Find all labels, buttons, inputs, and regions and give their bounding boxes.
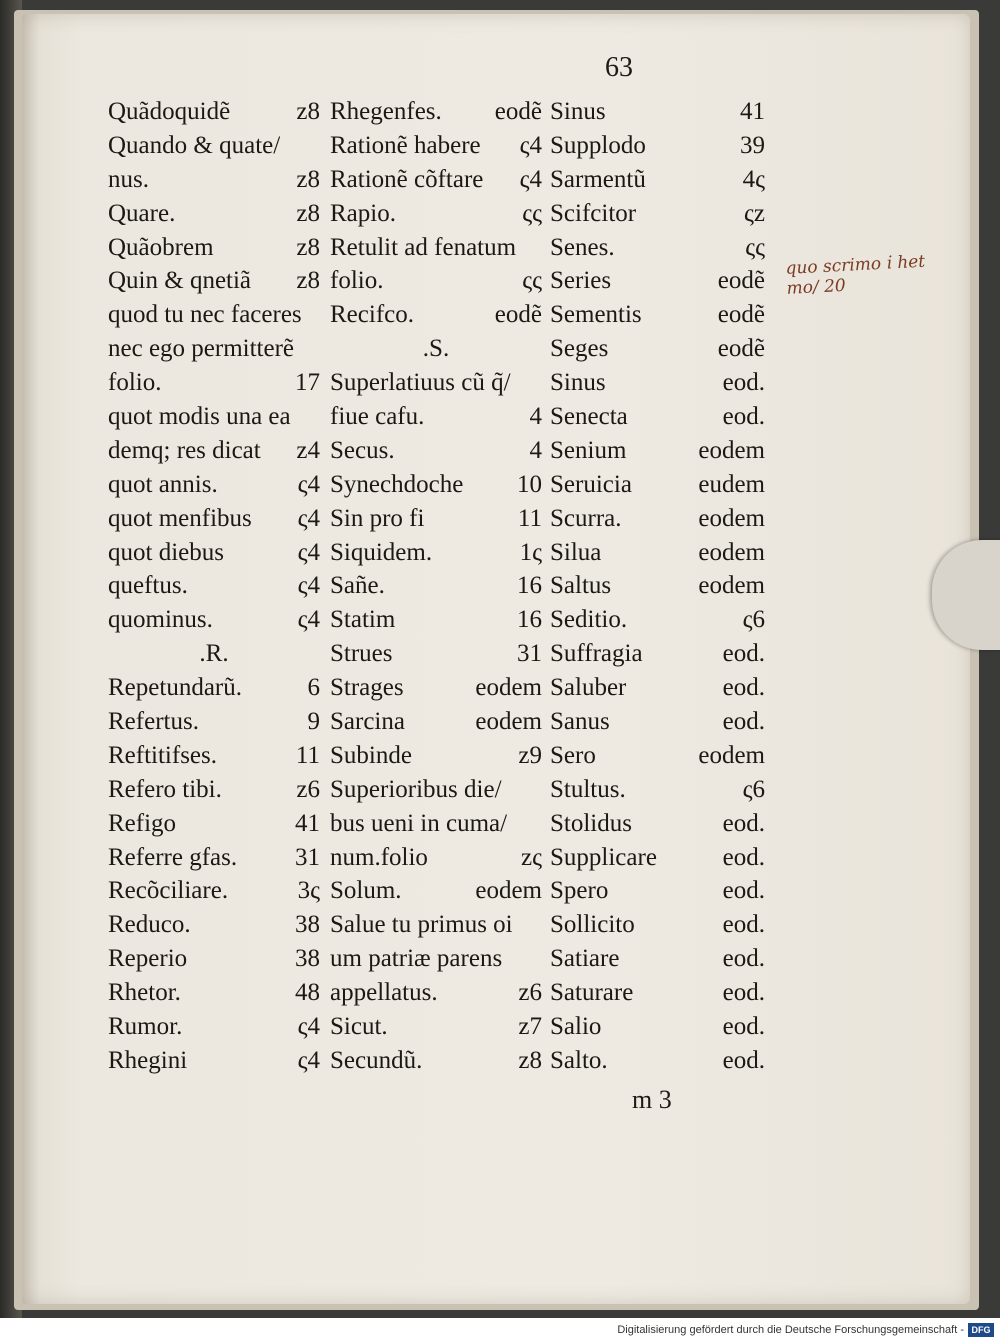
index-term: Supplodo — [550, 131, 646, 159]
index-folio-ref: ς6 — [742, 606, 765, 634]
index-folio-ref: eodem — [475, 708, 542, 736]
index-entry — [108, 335, 320, 369]
index-entry — [330, 572, 542, 606]
index-entry — [550, 98, 765, 132]
index-folio-ref: eod. — [722, 843, 765, 871]
index-entry — [550, 166, 765, 200]
index-folio-ref: 31 — [295, 843, 320, 871]
index-folio-ref: 1ς — [519, 538, 542, 566]
index-folio-ref: eod. — [722, 911, 765, 939]
index-entry — [330, 674, 542, 708]
index-term: Sicut. — [330, 1013, 388, 1041]
index-entry — [108, 640, 320, 674]
index-folio-ref: eod. — [722, 369, 765, 397]
index-term: appellatus. — [330, 979, 438, 1007]
index-entry — [108, 471, 320, 505]
index-term: Rapio. — [330, 199, 396, 227]
index-term: Solum. — [330, 877, 402, 905]
index-term: Senium — [550, 436, 627, 464]
index-folio-ref: eod. — [722, 708, 765, 736]
index-term: Rhegini — [108, 1046, 188, 1074]
index-folio-ref: ς4 — [297, 572, 320, 600]
index-term: Statim — [330, 606, 396, 634]
index-folio-ref: z6 — [518, 979, 542, 1007]
index-folio-ref: 16 — [517, 606, 542, 634]
index-folio-ref: eod. — [722, 945, 765, 973]
index-term: Saluber — [550, 674, 627, 702]
index-entry — [330, 539, 542, 573]
index-term: Suffragia — [550, 640, 643, 668]
index-entry — [330, 234, 542, 268]
index-entry — [108, 877, 320, 911]
index-folio-ref: eod. — [722, 403, 765, 431]
index-entry — [330, 810, 542, 844]
index-term: Retulit ad fenatum — [330, 233, 517, 261]
index-folio-ref: eodem — [475, 877, 542, 905]
index-entry — [550, 1047, 765, 1081]
index-entry — [550, 132, 765, 166]
index-term: Refertus. — [108, 708, 199, 736]
index-entry — [330, 301, 542, 335]
index-term: quominus. — [108, 606, 213, 634]
index-folio-ref: z8 — [296, 267, 320, 295]
index-term: Sementis — [550, 301, 642, 329]
index-column-3 — [550, 98, 765, 1081]
index-term: Refero tibi. — [108, 775, 222, 803]
index-folio-ref: 9 — [307, 708, 320, 736]
index-term: Salue tu primus oi — [330, 911, 513, 939]
index-folio-ref: eod. — [722, 640, 765, 668]
index-term: Rationẽ habere — [330, 131, 481, 159]
index-entry — [108, 945, 320, 979]
index-entry — [108, 132, 320, 166]
index-term: Secundũ. — [330, 1046, 423, 1074]
index-entry — [330, 708, 542, 742]
index-folio-ref: eod. — [722, 1013, 765, 1041]
index-entry — [330, 471, 542, 505]
index-term: quod tu nec faceres — [108, 301, 302, 329]
index-entry — [550, 810, 765, 844]
index-entry — [550, 572, 765, 606]
index-folio-ref: ςz — [744, 199, 765, 227]
index-term: quot diebus — [108, 538, 224, 566]
index-folio-ref: 38 — [295, 911, 320, 939]
index-entry — [330, 640, 542, 674]
index-entry — [550, 844, 765, 878]
index-entry — [550, 776, 765, 810]
index-entry — [108, 979, 320, 1013]
index-entry — [550, 539, 765, 573]
index-entry — [330, 776, 542, 810]
index-term: Repetundarũ. — [108, 674, 242, 702]
index-entry — [550, 945, 765, 979]
index-folio-ref: eod. — [722, 877, 765, 905]
index-term: Subinde — [330, 741, 412, 769]
index-folio-ref: eodem — [475, 674, 542, 702]
index-folio-ref: z6 — [296, 775, 320, 803]
handwritten-margin-note: quo scrimo i̇ het mo/ 20 — [785, 251, 926, 299]
index-entry — [550, 301, 765, 335]
index-term: demq; res dicat — [108, 436, 261, 464]
index-folio-ref: eod. — [722, 674, 765, 702]
index-entry — [330, 369, 542, 403]
index-folio-ref: z7 — [518, 1013, 542, 1041]
index-entry — [108, 674, 320, 708]
index-entry — [108, 505, 320, 539]
index-folio-ref: ς4 — [297, 1013, 320, 1041]
index-entry — [330, 505, 542, 539]
index-term: Secus. — [330, 436, 395, 464]
index-folio-ref: 11 — [517, 504, 542, 532]
index-entry — [108, 844, 320, 878]
index-folio-ref: 16 — [517, 572, 542, 600]
index-term: Reduco. — [108, 911, 191, 939]
index-folio-ref: ς6 — [742, 775, 765, 803]
index-folio-ref: z8 — [296, 199, 320, 227]
index-term: Recifco. — [330, 301, 414, 329]
index-entry — [330, 844, 542, 878]
index-entry — [330, 1013, 542, 1047]
index-term: Seruicia — [550, 470, 632, 498]
index-entry — [330, 742, 542, 776]
index-term: Siquidem. — [330, 538, 433, 566]
index-folio-ref: ς4 — [297, 606, 320, 634]
index-folio-ref: eodem — [698, 572, 765, 600]
index-folio-ref: 39 — [740, 131, 765, 159]
index-folio-ref: 3ς — [297, 877, 320, 905]
index-term: Rationẽ cõftare — [330, 165, 484, 193]
index-folio-ref: eod. — [722, 1046, 765, 1074]
index-term: Stolidus — [550, 809, 632, 837]
index-term: Sanus — [550, 708, 610, 736]
index-entry — [550, 708, 765, 742]
index-folio-ref: 38 — [295, 945, 320, 973]
index-term: Sero — [550, 741, 596, 769]
index-folio-ref: 4 — [529, 403, 542, 431]
index-entry — [330, 945, 542, 979]
index-folio-ref: 4ς — [742, 165, 765, 193]
index-term: Strages — [330, 674, 404, 702]
index-entry — [550, 437, 765, 471]
index-term: quot annis. — [108, 470, 218, 498]
index-term: Sarcina — [330, 708, 405, 736]
index-entry — [330, 200, 542, 234]
index-term: nus. — [108, 165, 149, 193]
index-folio-ref: z8 — [296, 98, 320, 125]
index-term: Superioribus die/ — [330, 775, 502, 803]
index-entry — [550, 606, 765, 640]
index-folio-ref: 31 — [517, 640, 542, 668]
index-term: Referre gfas. — [108, 843, 238, 871]
index-term: .S. — [422, 335, 450, 363]
index-entry — [550, 979, 765, 1013]
index-term: num.folio — [330, 843, 428, 871]
index-entry — [550, 234, 765, 268]
index-term: Refigo — [108, 809, 177, 837]
index-term: Salto. — [550, 1046, 608, 1074]
index-folio-ref: ςς — [522, 199, 542, 227]
index-folio-ref: ς4 — [297, 504, 320, 532]
index-term: fiue cafu. — [330, 403, 425, 431]
index-entry — [330, 877, 542, 911]
index-folio-ref: 48 — [295, 979, 320, 1007]
footer-credit: Digitalisierung gefördert durch die Deutsche Forschungsgemeinschaft - — [617, 1324, 964, 1336]
index-term: Recõciliare. — [108, 877, 229, 905]
index-term: Salio — [550, 1013, 602, 1041]
index-folio-ref: z8 — [518, 1046, 542, 1074]
digitization-footer — [0, 1318, 1000, 1343]
index-folio-ref: z4 — [296, 436, 320, 464]
index-term: um patriæ parens — [330, 945, 503, 973]
index-term: Superlatiuus cũ q̃/ — [330, 369, 511, 397]
index-term: Quin & qnetiã — [108, 267, 252, 295]
index-term: Sin pro fi — [330, 504, 425, 532]
dfg-logo-icon: DFG — [968, 1323, 994, 1337]
index-term: Senecta — [550, 403, 628, 431]
index-entry — [550, 911, 765, 945]
index-term: queftus. — [108, 572, 188, 600]
index-entry — [108, 539, 320, 573]
index-folio-ref: eodem — [698, 436, 765, 464]
index-entry — [330, 1047, 542, 1081]
index-folio-ref: ς4 — [297, 1046, 320, 1074]
index-entry — [108, 606, 320, 640]
index-term: nec ego permitterẽ — [108, 335, 295, 363]
index-entry — [108, 437, 320, 471]
index-folio-ref: 17 — [295, 369, 320, 397]
index-term: Satiare — [550, 945, 620, 973]
index-term: Synechdoche — [330, 470, 464, 498]
index-column-1 — [108, 98, 320, 1081]
index-folio-ref: z8 — [296, 165, 320, 193]
index-entry — [550, 267, 765, 301]
index-term: Seditio. — [550, 606, 628, 634]
index-term: Sarmentũ — [550, 165, 646, 193]
index-entry — [330, 911, 542, 945]
index-folio-ref: 10 — [517, 470, 542, 498]
index-term: Series — [550, 267, 612, 295]
index-entry — [330, 335, 542, 369]
index-folio-ref: eodem — [698, 741, 765, 769]
index-term: Stultus. — [550, 775, 626, 803]
index-term: Quãdoquidẽ — [108, 98, 231, 125]
index-term: folio. — [108, 369, 162, 397]
index-entry — [108, 810, 320, 844]
index-term: Silua — [550, 538, 602, 566]
index-term: Sinus — [550, 369, 606, 397]
index-term: Quando & quate/ — [108, 131, 281, 159]
index-entry — [550, 335, 765, 369]
index-folio-ref: z9 — [518, 741, 542, 769]
index-term: Sinus — [550, 98, 606, 125]
index-entry — [550, 1013, 765, 1047]
index-entry — [108, 911, 320, 945]
index-term: Strues — [330, 640, 393, 668]
index-folio-ref: ς4 — [519, 165, 542, 193]
index-folio-ref: eod. — [722, 979, 765, 1007]
index-entry — [330, 403, 542, 437]
index-entry — [108, 98, 320, 132]
index-folio-ref: ς4 — [297, 470, 320, 498]
index-folio-ref: eodẽ — [494, 301, 542, 329]
index-term: bus ueni in cuma/ — [330, 809, 508, 837]
index-entry — [550, 471, 765, 505]
index-term: Scurra. — [550, 504, 622, 532]
index-entry — [108, 572, 320, 606]
index-term: Spero — [550, 877, 609, 905]
index-entry — [550, 505, 765, 539]
index-term: Quare. — [108, 199, 176, 227]
index-folio-ref: eodem — [698, 538, 765, 566]
index-folio-ref: ς4 — [297, 538, 320, 566]
index-folio-ref: eodem — [698, 504, 765, 532]
index-folio-ref: ςς — [522, 267, 542, 295]
index-folio-ref: ς4 — [519, 131, 542, 159]
index-folio-ref: eudem — [698, 470, 765, 498]
index-term: Sañe. — [330, 572, 385, 600]
index-entry — [330, 979, 542, 1013]
index-folio-ref: ςς — [745, 233, 765, 261]
index-term: Supplicare — [550, 843, 657, 871]
index-entry — [550, 200, 765, 234]
index-entry — [108, 776, 320, 810]
index-folio-ref: 41 — [740, 98, 765, 125]
index-entry — [108, 301, 320, 335]
index-entry — [108, 166, 320, 200]
index-term: folio. — [330, 267, 384, 295]
index-term: Reftitifses. — [108, 741, 218, 769]
index-term: Scifcitor — [550, 199, 637, 227]
index-entry — [550, 877, 765, 911]
index-folio-ref: z8 — [296, 233, 320, 261]
index-entry — [550, 674, 765, 708]
index-entry — [550, 369, 765, 403]
index-entry — [108, 403, 320, 437]
index-folio-ref: zς — [521, 843, 542, 871]
index-entry — [330, 98, 542, 132]
index-entry — [330, 267, 542, 301]
index-folio-ref: eodẽ — [494, 98, 542, 125]
index-entry — [108, 1047, 320, 1081]
index-folio-ref: eod. — [722, 809, 765, 837]
index-folio-ref: 4 — [529, 436, 542, 464]
index-entry — [550, 403, 765, 437]
index-term: Rhegenfes. — [330, 98, 442, 125]
index-entry — [550, 742, 765, 776]
index-term: quot modis una ea — [108, 403, 291, 431]
index-term: Saturare — [550, 979, 634, 1007]
index-term: Rhetor. — [108, 979, 181, 1007]
index-entry — [330, 606, 542, 640]
index-column-2 — [330, 98, 542, 1081]
index-folio-ref: eodẽ — [717, 335, 765, 363]
index-entry — [108, 200, 320, 234]
index-entry — [108, 234, 320, 268]
page-number: 63 — [605, 52, 633, 83]
signature-mark: m 3 — [632, 1085, 672, 1114]
index-term: Reperio — [108, 945, 188, 973]
index-folio-ref: eodẽ — [717, 267, 765, 295]
index-term: quot menfibus — [108, 504, 252, 532]
index-entry — [550, 640, 765, 674]
index-entry — [330, 166, 542, 200]
index-entry — [108, 1013, 320, 1047]
index-folio-ref: 41 — [295, 809, 320, 837]
index-term: Senes. — [550, 233, 615, 261]
index-folio-ref: eodẽ — [717, 301, 765, 329]
index-folio-ref: 11 — [295, 741, 320, 769]
index-term: Seges — [550, 335, 609, 363]
index-entry — [108, 742, 320, 776]
index-term: Rumor. — [108, 1013, 183, 1041]
index-entry — [330, 132, 542, 166]
index-entry — [330, 437, 542, 471]
index-term: Quãobrem — [108, 233, 214, 261]
index-entry — [108, 369, 320, 403]
index-entry — [108, 267, 320, 301]
index-term: .R. — [199, 640, 229, 668]
index-entry — [108, 708, 320, 742]
index-term: Saltus — [550, 572, 612, 600]
index-folio-ref: 6 — [307, 674, 320, 702]
index-term: Sollicito — [550, 911, 635, 939]
